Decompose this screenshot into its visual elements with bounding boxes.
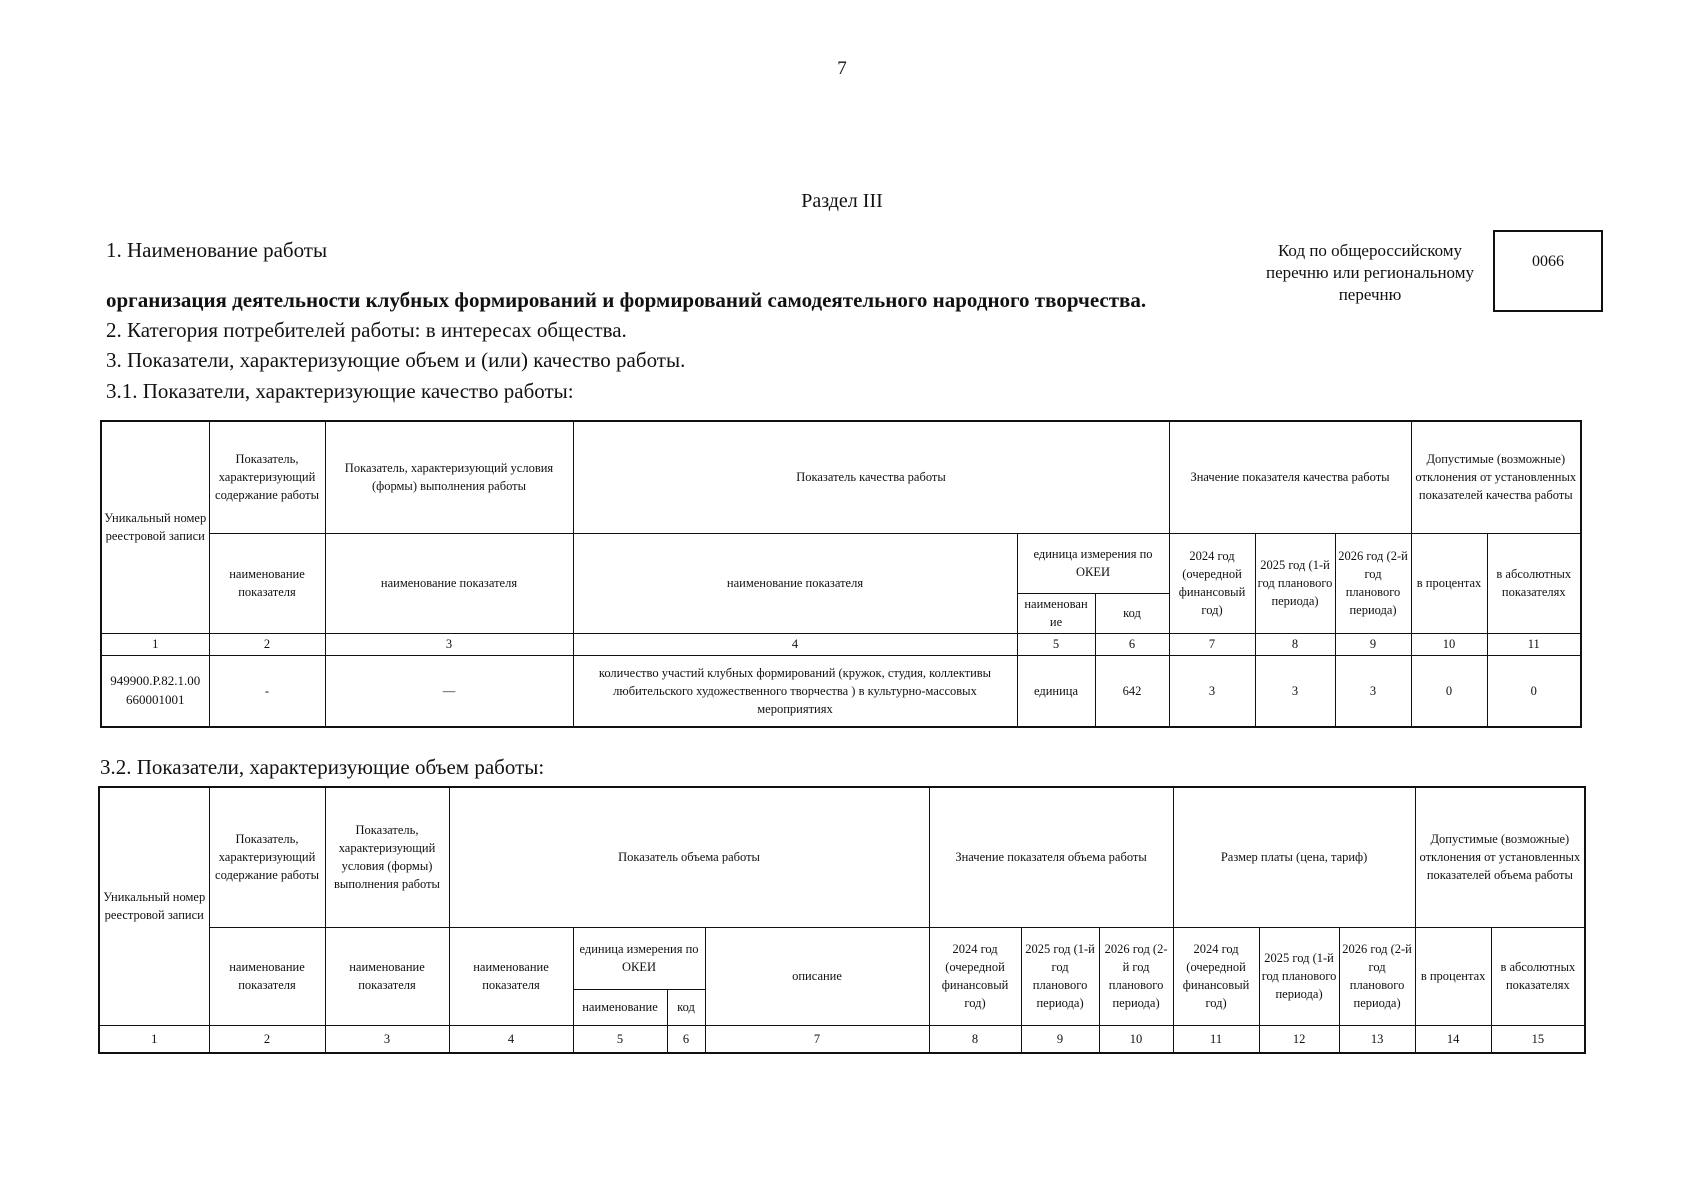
column-number: 9	[1021, 1025, 1099, 1053]
header-conditions-indicator: Показатель, характеризующий условия (формы) выполнения работы	[325, 787, 449, 927]
header-deviations: Допустимые (возможные) отклонения от установленных показателей качества работы	[1411, 421, 1581, 533]
column-number: 4	[573, 633, 1017, 655]
header-conditions-indicator: Показатель, характеризующий условия (формы) выполнения работы	[325, 421, 573, 533]
header-content-name: наименование показателя	[209, 533, 325, 633]
header-description: описание	[705, 927, 929, 1025]
column-number: 8	[1255, 633, 1335, 655]
column-number: 8	[929, 1025, 1021, 1053]
column-number: 5	[1017, 633, 1095, 655]
header-fee-year-2026: 2026 год (2-й год планового периода)	[1339, 927, 1415, 1025]
column-number: 5	[573, 1025, 667, 1053]
header-year-2024: 2024 год (очередной финансовый год)	[1169, 533, 1255, 633]
cell-value-2026: 3	[1335, 655, 1411, 727]
cell-content-name: -	[209, 655, 325, 727]
header-year-2025: 2025 год (1-й год планового периода)	[1255, 533, 1335, 633]
header-volume-year-2025: 2025 год (1-й год планового периода)	[1021, 927, 1099, 1025]
column-number: 2	[209, 1025, 325, 1053]
header-fee-year-2025: 2025 год (1-й год планового периода)	[1259, 927, 1339, 1025]
column-number: 6	[667, 1025, 705, 1053]
header-content-name: наименование показателя	[209, 927, 325, 1025]
column-number: 1	[99, 1025, 209, 1053]
header-unit-code: код	[667, 989, 705, 1025]
cell-deviation-percent: 0	[1411, 655, 1487, 727]
header-volume-year-2024: 2024 год (очередной финансовый год)	[929, 927, 1021, 1025]
cell-unit-name: единица	[1017, 655, 1095, 727]
work-name-label: 1. Наименование работы	[106, 238, 328, 262]
column-number: 13	[1339, 1025, 1415, 1053]
consumer-category: 2. Категория потребителей работы: в интересах общества.	[106, 318, 627, 342]
registry-code-value: 0066	[1532, 253, 1564, 270]
header-unit-okei: единица измерения по ОКЕИ	[573, 927, 705, 989]
column-number: 11	[1487, 633, 1581, 655]
column-number: 7	[705, 1025, 929, 1053]
quality-heading: 3.1. Показатели, характеризующие качество работы:	[106, 379, 574, 403]
header-unit-okei: единица измерения по ОКЕИ	[1017, 533, 1169, 593]
page-number: 7	[837, 58, 847, 79]
column-number: 10	[1411, 633, 1487, 655]
header-absolute: в абсолютных показателях	[1491, 927, 1585, 1025]
quality-table	[100, 420, 1582, 728]
registry-code-label-line: перечню	[1338, 285, 1402, 304]
cell-value-2024: 3	[1169, 655, 1255, 727]
column-number: 1	[101, 633, 209, 655]
cell-value-2025: 3	[1255, 655, 1335, 727]
volume-table	[98, 786, 1586, 1054]
cell-conditions-name: —	[325, 655, 573, 727]
header-unit-name: наименован ие	[1017, 593, 1095, 633]
registry-code-label	[1250, 240, 1490, 306]
header-unique-number: Уникальный номер реестровой записи	[101, 421, 209, 633]
column-number: 9	[1335, 633, 1411, 655]
header-conditions-name: наименование показателя	[325, 533, 573, 633]
cell-registry-number: 949900.Р.82.1.00 660001001	[101, 655, 209, 727]
header-content-indicator: Показатель, характеризующий содержание работы	[209, 787, 325, 927]
header-absolute: в абсолютных показателях	[1487, 533, 1581, 633]
column-number: 4	[449, 1025, 573, 1053]
header-volume-year-2026: 2026 год (2-й год планового периода)	[1099, 927, 1173, 1025]
registry-code-label-line: Код по общероссийскому	[1277, 241, 1463, 260]
column-number: 12	[1259, 1025, 1339, 1053]
header-year-2026: 2026 год (2-й год планового периода)	[1335, 533, 1411, 633]
header-volume-indicator: Показатель объема работы	[449, 787, 929, 927]
header-conditions-name: наименование показателя	[325, 927, 449, 1025]
registry-code-box	[1493, 230, 1603, 312]
header-volume-name: наименование показателя	[449, 927, 573, 1025]
work-name-value: организация деятельности клубных формирований и формирований самодеятельного народного творчества.	[106, 288, 1147, 312]
header-percent: в процентах	[1415, 927, 1491, 1025]
header-unit-code: код	[1095, 593, 1169, 633]
column-number: 7	[1169, 633, 1255, 655]
header-fee: Размер платы (цена, тариф)	[1173, 787, 1415, 927]
column-number: 3	[325, 633, 573, 655]
column-number: 14	[1415, 1025, 1491, 1053]
header-quality-indicator: Показатель качества работы	[573, 421, 1169, 533]
header-percent: в процентах	[1411, 533, 1487, 633]
registry-code-label-line: перечню или региональному	[1266, 263, 1474, 282]
column-number: 2	[209, 633, 325, 655]
column-number: 15	[1491, 1025, 1585, 1053]
header-fee-year-2024: 2024 год (очередной финансовый год)	[1173, 927, 1259, 1025]
header-quality-value: Значение показателя качества работы	[1169, 421, 1411, 533]
table-row	[101, 655, 1581, 727]
header-indicator-name: наименование показателя	[573, 533, 1017, 633]
section-title: Раздел III	[801, 190, 883, 212]
cell-deviation-absolute: 0	[1487, 655, 1581, 727]
volume-heading: 3.2. Показатели, характеризующие объем работы:	[100, 755, 545, 779]
header-unit-name: наименование	[573, 989, 667, 1025]
column-number: 3	[325, 1025, 449, 1053]
indicators-heading: 3. Показатели, характеризующие объем и (или) качество работы.	[106, 348, 686, 372]
column-number: 10	[1099, 1025, 1173, 1053]
header-volume-value: Значение показателя объема работы	[929, 787, 1173, 927]
header-unique-number: Уникальный номер реестровой записи	[99, 787, 209, 1025]
cell-indicator-name: количество участий клубных формирований (кружок, студия, коллективы любительского художественного творчества ) в культурно-массовых мероприятиях	[573, 655, 1017, 727]
column-number: 11	[1173, 1025, 1259, 1053]
column-number: 6	[1095, 633, 1169, 655]
cell-unit-code: 642	[1095, 655, 1169, 727]
header-content-indicator: Показатель, характеризующий содержание работы	[209, 421, 325, 533]
header-deviations: Допустимые (возможные) отклонения от установленных показателей объема работы	[1415, 787, 1585, 927]
